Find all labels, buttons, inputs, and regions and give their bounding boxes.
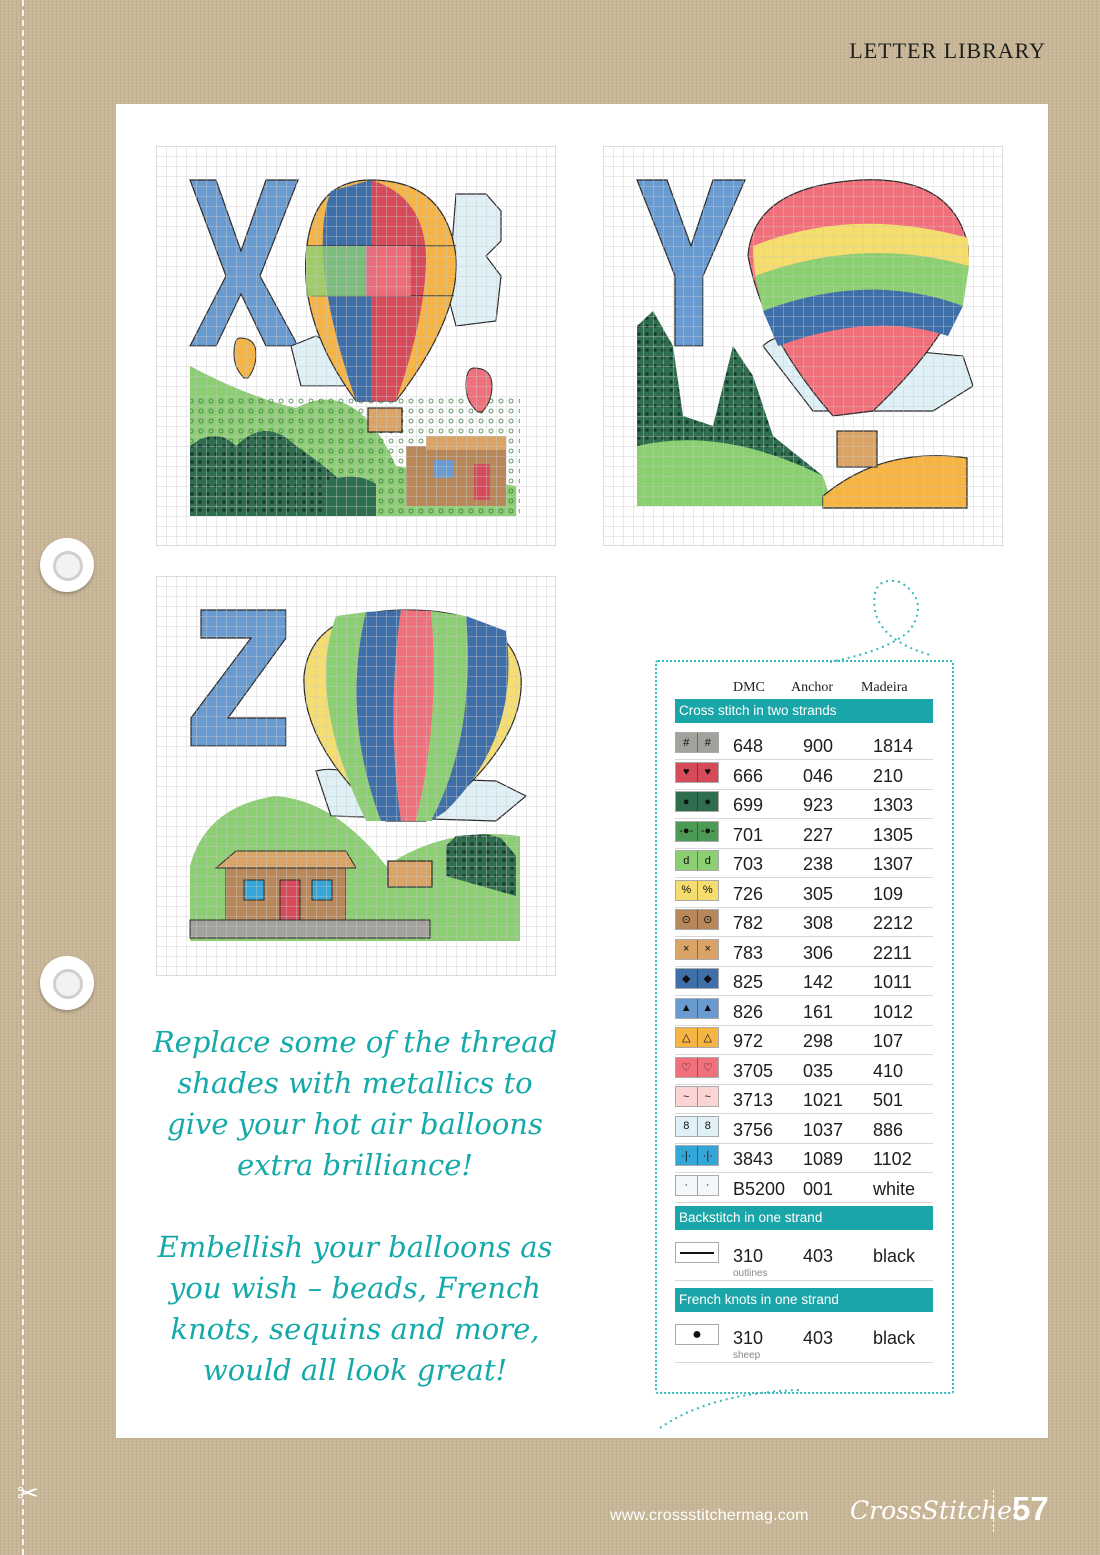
symbol-icon: ● xyxy=(698,792,719,811)
thread-row xyxy=(675,730,933,760)
binder-hole-top xyxy=(40,538,94,592)
thread-dmc: 701 xyxy=(733,824,764,845)
thread-anchor: 001 xyxy=(803,1178,834,1199)
thread-dmc: 699 xyxy=(733,795,764,815)
backstitch-swatch xyxy=(675,1242,719,1263)
thread-anchor: 298 xyxy=(803,1031,834,1051)
thread-dmc: 726 xyxy=(733,883,764,904)
symbol-icon: ◆ xyxy=(676,969,698,988)
thread-swatch xyxy=(675,850,719,871)
back-anchor: 403 xyxy=(803,1246,834,1266)
thread-dmc: 3705 xyxy=(733,1060,774,1081)
thread-row xyxy=(675,819,933,849)
thread-swatch xyxy=(675,939,719,960)
thread-swatch xyxy=(675,791,719,812)
symbol-icon: × xyxy=(676,940,698,959)
thread-madeira: 2212 xyxy=(873,913,914,933)
thread-swatch xyxy=(675,880,719,901)
thread-madeira: 107 xyxy=(873,1031,904,1051)
thread-row xyxy=(675,848,933,878)
thread-dmc: 783 xyxy=(733,942,764,963)
symbol-icon: d xyxy=(676,851,698,870)
thread-row xyxy=(675,1055,933,1085)
thread-dmc: 972 xyxy=(733,1031,764,1051)
thread-row xyxy=(675,1084,933,1114)
thread-madeira: 1303 xyxy=(873,795,914,815)
thread-row xyxy=(675,907,933,937)
footer-divider xyxy=(993,1490,994,1532)
thread-anchor: 305 xyxy=(803,883,834,904)
symbol-icon: ⊙ xyxy=(698,910,719,929)
backstitch-bar: Backstitch in one strand xyxy=(675,1206,933,1230)
thread-dmc: 703 xyxy=(733,854,764,874)
tip-metallics: Replace some of the thread shades with metallics to give your hot air balloons extra brilliance! xyxy=(152,1025,558,1182)
thread-dmc: 666 xyxy=(733,765,764,786)
symbol-icon: · xyxy=(676,1176,698,1195)
thread-madeira: 1011 xyxy=(873,972,912,992)
symbol-icon: ♥ xyxy=(698,763,719,782)
thread-dmc: 3713 xyxy=(733,1090,774,1110)
thread-loop-decoration xyxy=(820,570,940,670)
thread-anchor: 1089 xyxy=(803,1149,844,1169)
chart-y-pattern xyxy=(603,146,1003,546)
thread-swatch xyxy=(675,1057,719,1078)
symbol-icon: △ xyxy=(676,1028,698,1047)
french-knot-swatch xyxy=(675,1324,719,1345)
symbol-icon: % xyxy=(698,881,719,900)
chart-x xyxy=(156,146,556,546)
thread-swatch xyxy=(675,968,719,989)
thread-madeira: 1307 xyxy=(873,854,914,874)
thread-dmc: 782 xyxy=(733,913,764,933)
thread-row xyxy=(675,937,933,967)
symbol-icon: × xyxy=(698,940,719,959)
thread-madeira: 410 xyxy=(873,1060,904,1081)
symbol-icon: % xyxy=(676,881,698,900)
thread-row xyxy=(675,1173,933,1203)
thread-swatch xyxy=(675,909,719,930)
symbol-icon: ·|· xyxy=(676,1146,698,1165)
symbol-icon: ▲ xyxy=(698,999,719,1018)
symbol-icon: 8 xyxy=(698,1117,719,1136)
symbol-icon: △ xyxy=(698,1028,719,1047)
dot-icon: ● xyxy=(676,1325,718,1344)
perforation-line xyxy=(22,0,24,1555)
symbol-icon: · xyxy=(698,1176,719,1195)
thread-dmc: 3756 xyxy=(733,1119,774,1140)
thread-madeira: white xyxy=(873,1178,916,1199)
symbol-icon: ~ xyxy=(698,1087,719,1106)
symbol-icon: ⊙ xyxy=(676,910,698,929)
thread-dmc: 648 xyxy=(733,736,764,756)
symbol-icon: ♥ xyxy=(676,763,698,782)
chart-x-pattern xyxy=(156,146,556,546)
thread-anchor: 238 xyxy=(803,854,834,874)
french-anchor: 403 xyxy=(803,1328,834,1348)
french-knot-row xyxy=(675,1322,933,1363)
thread-row xyxy=(675,966,933,996)
thread-row xyxy=(675,789,933,819)
symbol-icon: # xyxy=(676,733,698,752)
thread-swatch xyxy=(675,762,719,783)
thread-anchor: 306 xyxy=(803,942,834,963)
symbol-icon: 8 xyxy=(676,1117,698,1136)
footer-url: www.crossstitchermag.com xyxy=(610,1507,809,1524)
french-dmc: 310 xyxy=(733,1328,764,1348)
back-note: outlines xyxy=(733,1268,768,1279)
thread-row xyxy=(675,1025,933,1055)
symbol-icon: ◆ xyxy=(698,969,719,988)
thread-dmc: 3843 xyxy=(733,1149,774,1169)
thread-key xyxy=(655,660,954,1394)
symbol-icon: ♡ xyxy=(698,1058,719,1077)
symbol-icon: ● xyxy=(676,792,698,811)
backstitch-row xyxy=(675,1240,933,1281)
chart-y xyxy=(603,146,1003,546)
thread-row xyxy=(675,760,933,790)
thread-anchor: 046 xyxy=(803,765,834,786)
thread-madeira: 1102 xyxy=(873,1149,912,1169)
thread-swatch xyxy=(675,732,719,753)
french-madeira: black xyxy=(873,1328,916,1348)
thread-madeira: 1012 xyxy=(873,1001,914,1022)
thread-row xyxy=(675,878,933,908)
symbol-icon: ~ xyxy=(676,1087,698,1106)
thread-anchor: 923 xyxy=(803,795,834,815)
thread-row xyxy=(675,996,933,1026)
symbol-icon: # xyxy=(698,733,719,752)
scissors-icon: ✂ xyxy=(17,1478,39,1508)
page-number: 57 xyxy=(1012,1490,1049,1527)
thread-tail-decoration xyxy=(650,1388,810,1438)
thread-swatch xyxy=(675,998,719,1019)
symbol-icon: ·|· xyxy=(698,1146,719,1165)
thread-anchor: 1037 xyxy=(803,1119,844,1140)
line-icon xyxy=(676,1243,718,1262)
thread-swatch xyxy=(675,1086,719,1107)
thread-madeira: 1305 xyxy=(873,824,914,845)
thread-row xyxy=(675,1143,933,1173)
symbol-icon: d xyxy=(698,851,719,870)
chart-z xyxy=(156,576,556,976)
french-note: sheep xyxy=(733,1350,761,1361)
back-madeira: black xyxy=(873,1246,916,1266)
thread-anchor: 227 xyxy=(803,824,834,845)
thread-dmc: 825 xyxy=(733,972,764,992)
french-knot-bar: French knots in one strand xyxy=(675,1288,933,1312)
thread-madeira: 1814 xyxy=(873,736,914,756)
thread-swatch xyxy=(675,821,719,842)
thread-dmc: 826 xyxy=(733,1001,764,1022)
header-anchor: Anchor xyxy=(791,680,833,695)
thread-swatch xyxy=(675,1175,719,1196)
thread-anchor: 1021 xyxy=(803,1090,844,1110)
section-title: LETTER LIBRARY xyxy=(849,38,1046,63)
chart-z-pattern xyxy=(156,576,556,976)
symbol-icon: ♡ xyxy=(676,1058,698,1077)
back-dmc: 310 xyxy=(733,1246,764,1266)
thread-row xyxy=(675,1114,933,1144)
tip-embellish: Embellish your balloons as you wish – beads, French knots, sequins and more, would all look great! xyxy=(157,1230,553,1387)
header-madeira: Madeira xyxy=(861,680,908,695)
thread-madeira: 501 xyxy=(873,1090,904,1110)
symbol-icon: -●- xyxy=(676,822,698,841)
thread-dmc: B5200 xyxy=(733,1178,786,1199)
binder-hole-bottom xyxy=(40,956,94,1010)
footer-brand-logo: CrossStitcher xyxy=(850,1496,1024,1525)
thread-anchor: 161 xyxy=(803,1001,834,1022)
thread-madeira: 886 xyxy=(873,1119,904,1140)
symbol-icon: ▲ xyxy=(676,999,698,1018)
thread-madeira: 210 xyxy=(873,765,904,786)
thread-swatch xyxy=(675,1027,719,1048)
cross-stitch-bar: Cross stitch in two strands xyxy=(675,699,933,723)
thread-madeira: 2211 xyxy=(873,942,912,963)
thread-anchor: 142 xyxy=(803,972,834,992)
thread-swatch xyxy=(675,1145,719,1166)
thread-madeira: 109 xyxy=(873,883,904,904)
thread-anchor: 900 xyxy=(803,736,834,756)
symbol-icon: -●- xyxy=(698,822,719,841)
thread-anchor: 308 xyxy=(803,913,834,933)
header-dmc: DMC xyxy=(733,680,765,695)
thread-swatch xyxy=(675,1116,719,1137)
thread-anchor: 035 xyxy=(803,1060,834,1081)
